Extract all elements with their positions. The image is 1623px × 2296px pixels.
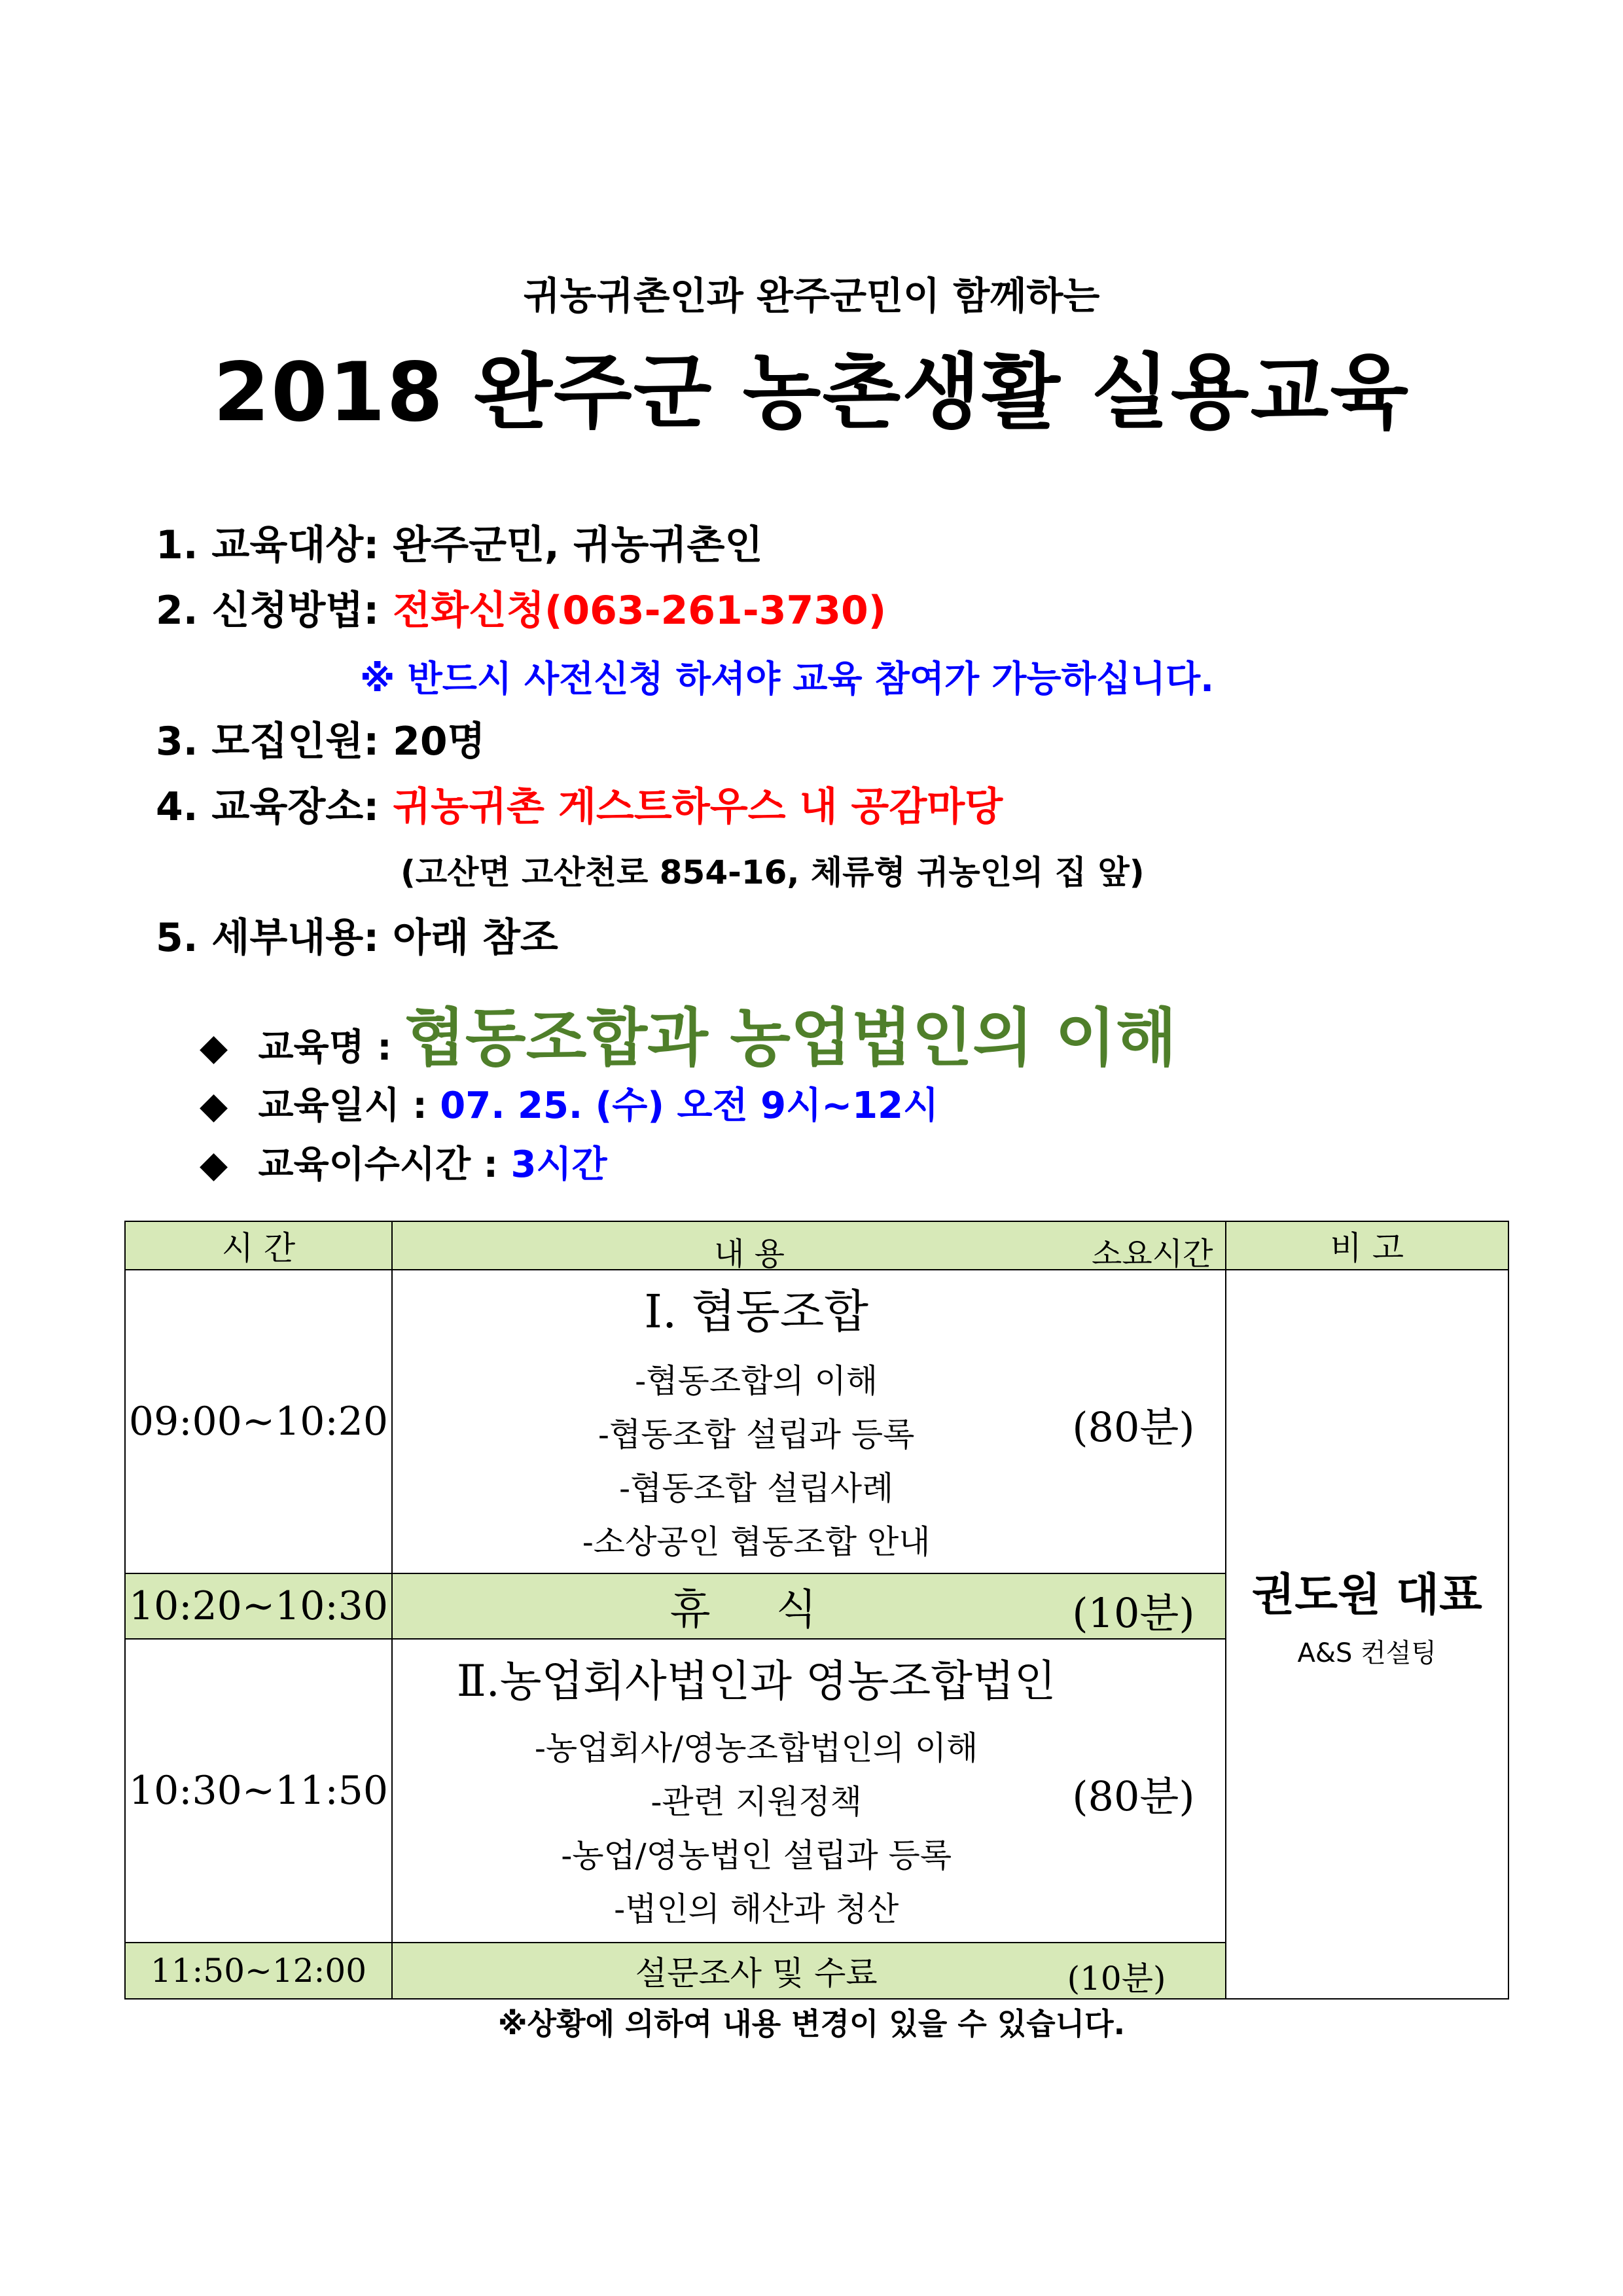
diamond-bullet-icon: ◆ bbox=[200, 1143, 228, 1186]
course-date-label: 교육일시 : bbox=[258, 1085, 427, 1127]
row-duration: (10분) bbox=[1067, 1960, 1166, 1998]
item-target bbox=[156, 514, 762, 570]
row-content bbox=[392, 1943, 1226, 1999]
course-date-line bbox=[200, 1077, 938, 1129]
subtitle: 귀농귀촌인과 완주군민이 함께하는 bbox=[523, 274, 1100, 318]
row-time: 09:00~10:20 bbox=[125, 1270, 392, 1573]
item-capacity bbox=[156, 710, 486, 766]
instructor-cell bbox=[1226, 1270, 1508, 1999]
apply-note: ※ 반드시 사전신청 하셔야 교육 참여가 가능하십니다. bbox=[360, 658, 1214, 700]
list-item: -농업/영농법인 설립과 등록 bbox=[561, 1836, 952, 1874]
table-header-row bbox=[125, 1221, 1508, 1270]
course-name-label: 교육명 : bbox=[258, 1026, 392, 1069]
header-time: 시 간 bbox=[125, 1221, 392, 1270]
course-name: 협동조합과 농업법인의 이해 bbox=[404, 1001, 1177, 1075]
list-item: -농업회사/영농조합법인의 이해 bbox=[534, 1729, 978, 1767]
instructor-name: 권도원 대표 bbox=[1251, 1569, 1482, 1621]
row-duration: (80분) bbox=[1072, 1403, 1195, 1451]
section-title: 휴 식 bbox=[669, 1586, 843, 1634]
list-item: -소상공인 협동조합 안내 bbox=[582, 1522, 931, 1561]
row-time: 11:50~12:00 bbox=[125, 1943, 392, 1999]
section-title: Ⅱ.농업회사법인과 영농조합법인 bbox=[456, 1655, 1056, 1706]
section-title: 설문조사 및 수료 bbox=[635, 1954, 878, 1992]
table-row bbox=[125, 1270, 1508, 1573]
place-label: 4. 교육장소: bbox=[156, 784, 380, 830]
diamond-bullet-icon: ◆ bbox=[200, 1085, 228, 1127]
list-item: -협동조합 설립사례 bbox=[619, 1469, 894, 1507]
row-time: 10:30~11:50 bbox=[125, 1639, 392, 1943]
header-remark: 비 고 bbox=[1226, 1221, 1508, 1270]
apply-phone: 전화신청(063-261-3730) bbox=[393, 588, 887, 634]
page-title: 2018 완주군 농촌생활 실용교육 bbox=[213, 346, 1410, 440]
item-place bbox=[156, 776, 1003, 832]
list-item: -협동조합 설립과 등록 bbox=[598, 1415, 915, 1454]
schedule-table bbox=[124, 1221, 1509, 2000]
list-item: -법인의 해산과 청산 bbox=[614, 1890, 899, 1928]
capacity-value: 20명 bbox=[393, 719, 486, 764]
target-value: 완주군민, 귀농귀촌인 bbox=[393, 522, 763, 568]
place-value: 귀농귀촌 게스트하우스 내 공감마당 bbox=[393, 784, 1003, 830]
item-apply bbox=[156, 579, 886, 636]
detail-value: 아래 참조 bbox=[393, 915, 558, 961]
header-duration-label: 소요시간 bbox=[1092, 1236, 1213, 1272]
capacity-label: 3. 모집인원: bbox=[156, 719, 380, 764]
header-content bbox=[392, 1221, 1226, 1270]
row-duration: (10분) bbox=[1072, 1589, 1195, 1637]
row-content bbox=[392, 1270, 1226, 1573]
section-title: Ⅰ. 협동조합 bbox=[644, 1284, 869, 1338]
diamond-bullet-icon: ◆ bbox=[200, 1026, 228, 1069]
item-detail bbox=[156, 906, 558, 963]
list-item: -관련 지원정책 bbox=[651, 1782, 863, 1821]
row-duration: (80분) bbox=[1072, 1772, 1195, 1820]
course-hours-line bbox=[200, 1136, 607, 1188]
course-hours-label: 교육이수시간 : bbox=[258, 1143, 498, 1186]
instructor-company: A&S 컨설팅 bbox=[1297, 1638, 1437, 1668]
place-address: (고산면 고산천로 854-16, 체류형 귀농인의 집 앞) bbox=[401, 853, 1145, 891]
header-content-label: 내 용 bbox=[713, 1236, 785, 1272]
row-content bbox=[392, 1573, 1226, 1639]
target-label: 1. 교육대상: bbox=[156, 522, 380, 568]
course-hours: 3시간 bbox=[510, 1143, 607, 1186]
course-name-line bbox=[200, 988, 1177, 1078]
row-time: 10:20~10:30 bbox=[125, 1573, 392, 1639]
list-item: -협동조합의 이해 bbox=[635, 1361, 878, 1400]
course-date: 07. 25. (수) 오전 9시~12시 bbox=[440, 1085, 939, 1127]
apply-label: 2. 신청방법: bbox=[156, 588, 380, 634]
footer-note: ※상황에 의하여 내용 변경이 있을 수 있습니다. bbox=[497, 2006, 1126, 2041]
row-content bbox=[392, 1639, 1226, 1943]
detail-label: 5. 세부내용: bbox=[156, 915, 380, 961]
